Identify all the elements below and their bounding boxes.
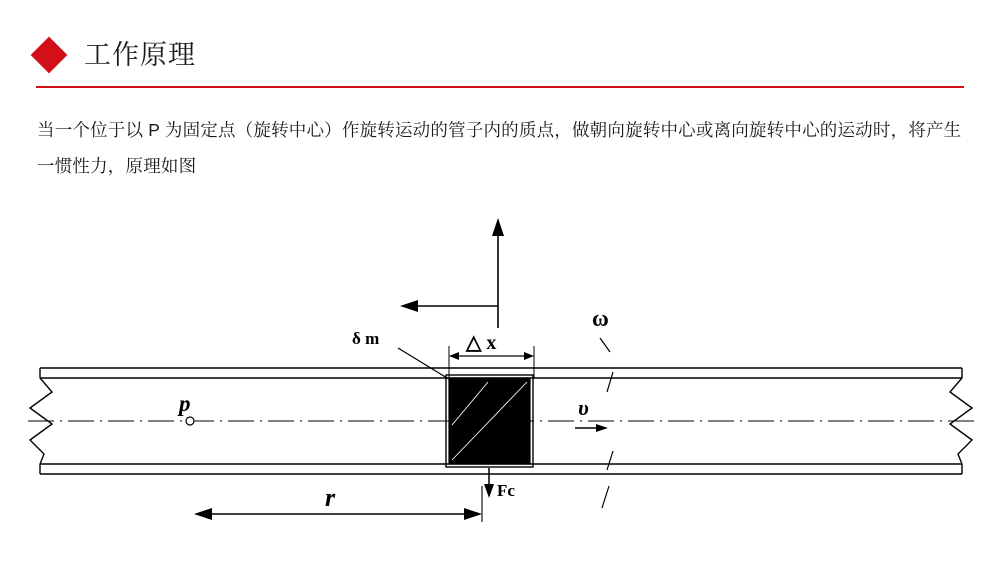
delta-m-leader-line: [398, 348, 470, 392]
delta-x-arrow-right: [524, 352, 534, 360]
r-arrow-right: [464, 508, 482, 520]
pivot-point-label: p: [179, 391, 191, 416]
r-arrow-left: [194, 508, 212, 520]
vector-horizontal-arrowhead: [400, 300, 418, 312]
omega-leader-tick: [600, 338, 610, 352]
body-paragraph: 当一个位于以 P 为固定点（旋转中心）作旋转运动的管子内的质点，做朝向旋转中心或离向旋转中心的运动时，将产生一惯性力，原理如图: [37, 120, 962, 176]
header-divider: [36, 86, 964, 88]
delta-x-arrow-left: [449, 352, 459, 360]
page-title: 工作原理: [84, 40, 196, 70]
delta-x-label: △ x: [466, 332, 497, 354]
pivot-point-marker: [186, 417, 194, 425]
diamond-icon: [31, 37, 68, 74]
vector-vertical-arrowhead: [492, 218, 504, 236]
figure-container: [0, 196, 1000, 576]
radius-label: r: [325, 483, 336, 512]
omega-label: ω: [592, 306, 609, 331]
velocity-label: υ: [578, 395, 589, 420]
rotation-tick-lower: [602, 486, 609, 508]
fc-label: Fc: [497, 481, 515, 500]
slide-header: [0, 0, 1000, 92]
rotation-tick-top: [607, 372, 613, 392]
delta-m-label: δ m: [352, 329, 380, 348]
rotation-tick-bottom: [607, 451, 613, 470]
velocity-arrowhead: [596, 424, 608, 432]
fc-arrowhead: [484, 484, 494, 498]
